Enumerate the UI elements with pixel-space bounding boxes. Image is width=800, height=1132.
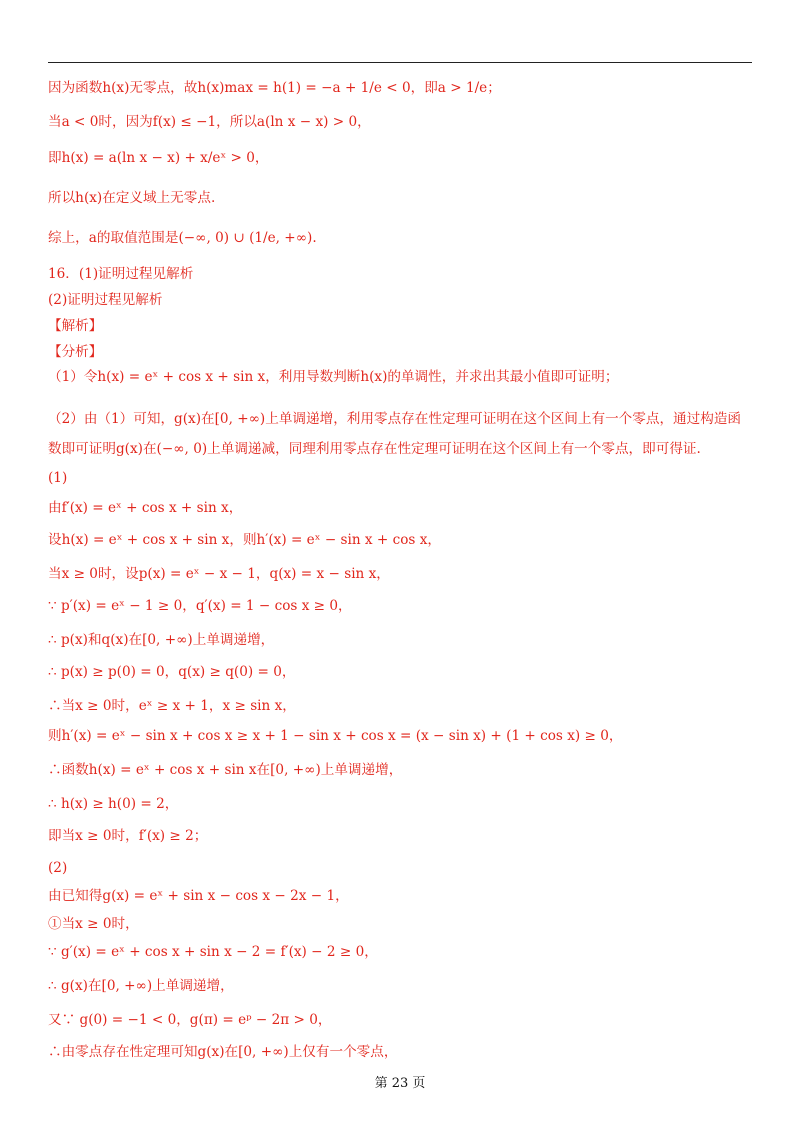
text-line: ∴由零点存在性定理可知g(x)在[0, +∞)上仅有一个零点， xyxy=(48,1044,398,1060)
text-line: ∴ h(x) ≥ h(0) = 2， xyxy=(48,796,179,812)
text-line: 16．(1)证明过程见解析 xyxy=(48,266,194,282)
text-line: ∴ p(x)和q(x)在[0, +∞)上单调递增， xyxy=(48,632,275,648)
header-rule xyxy=(48,62,752,63)
text-line: 当x ≥ 0时，设p(x) = eˣ − x − 1，q(x) = x − sin x， xyxy=(48,566,390,582)
text-line: 综上，a的取值范围是(−∞, 0) ∪ (1/e, +∞). xyxy=(48,230,317,246)
text-line: 【解析】 xyxy=(48,318,103,334)
text-line: 设h(x) = eˣ + cos x + sin x，则h′(x) = eˣ − sin x + cos x， xyxy=(48,532,441,548)
text-line: 由已知得g(x) = eˣ + sin x − cos x − 2x − 1， xyxy=(48,888,349,904)
text-line: ∴函数h(x) = eˣ + cos x + sin x在[0, +∞)上单调递增， xyxy=(48,762,403,778)
text-line: ∴ p(x) ≥ p(0) = 0，q(x) ≥ q(0) = 0， xyxy=(48,664,296,680)
text-line: (1) xyxy=(48,470,68,486)
text-line: 当a < 0时，因为f(x) ≤ −1，所以a(ln x − x) > 0， xyxy=(48,114,371,130)
text-line: (2)证明过程见解析 xyxy=(48,292,163,308)
text-line: 即当x ≥ 0时，f′(x) ≥ 2； xyxy=(48,828,208,844)
text-line: 则h′(x) = eˣ − sin x + cos x ≥ x + 1 − sin x + cos x = (x − sin x) + (1 + cos x) ≥ 0， xyxy=(48,728,623,744)
text-line: ∴ g(x)在[0, +∞)上单调递增， xyxy=(48,978,234,994)
text-line: 又∵ g(0) = −1 < 0，g(π) = eᵖ − 2π > 0， xyxy=(48,1012,332,1028)
text-line: 所以h(x)在定义域上无零点. xyxy=(48,190,216,206)
text-line: ∵ p′(x) = eˣ − 1 ≥ 0，q′(x) = 1 − cos x ≥ 0， xyxy=(48,598,352,614)
text-line: ∵ g′(x) = eˣ + cos x + sin x − 2 = f′(x) − 2 ≥ 0， xyxy=(48,944,378,960)
text-line: ∴当x ≥ 0时，eˣ ≥ x + 1，x ≥ sin x， xyxy=(48,698,296,714)
text-line: ①当x ≥ 0时， xyxy=(48,916,139,932)
text-line: （1）令h(x) = eˣ + cos x + sin x，利用导数判断h(x)的单调性，并求出其最小值即可证明； xyxy=(48,369,619,385)
text-line: 【分析】 xyxy=(48,344,103,360)
text-line: 由f′(x) = eˣ + cos x + sin x， xyxy=(48,500,243,516)
text-line: 即h(x) = a(ln x − x) + x/eˣ > 0， xyxy=(48,150,269,166)
page-number: 第 23 页 xyxy=(374,1076,426,1091)
text-line: （2）由（1）可知，g(x)在[0, +∞)上单调递增，利用零点存在性定理可证明在这个区间上有一个零点，通过构造函数即可证明g(x)在(−∞, 0)上单调递减，同理利用零点存在性定理可证明在这个区间上有一个零点，即可得证. xyxy=(48,411,742,457)
text-line: (2) xyxy=(48,860,68,876)
text-line: 因为函数h(x)无零点，故h(x)max = h(1) = −a + 1/e < 0，即a > 1/e； xyxy=(48,80,501,96)
